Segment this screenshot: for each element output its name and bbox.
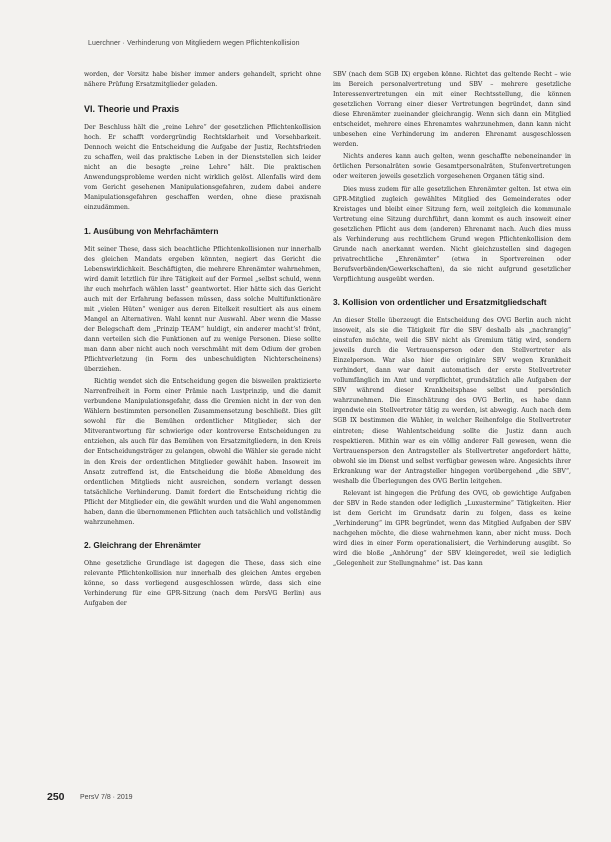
subsection-2-paragraph-1: Ohne gesetzliche Grundlage ist dagegen die These, dass sich eine relevante Pflichtenkollision nur innerhalb des gleichen Amtes ergeben könne, so dass vorliegend ausgeschlossen würde, dass sich eine Verhinderung für eine GPR-Sitzung (nach dem PersVG Berlin) aus Aufgaben der (84, 559, 321, 608)
continued-paragraph-3: Dies muss zudem für alle gesetzlichen Ehrenämter gelten. Ist etwa ein GPR-Mitglied zugleich gewähltes Mitglied des Gemeinderates oder Kreistages und bleibt einer Sitzung fern, weil zeitgleich die kommunale Vertretung eine Sitzung durchführt, dann kommt es auch insoweit einer gesetzlichen Pflicht aus dem (anderen) Ehrenamt nach. Auch dies muss als Verhinderung aus rechtlichem Grund wegen Pflichtenkollision dem Grunde nach anerkannt werden. Nicht gleichzustellen sind dagegen privatrechtliche „Ehrenämter“ (etwa in Sportvereinen oder Berufsverbänden/Gewerkschaften), da sie nicht aufgrund gesetzlicher Verpflichtung ausgeübt werden. (333, 185, 571, 283)
intro-paragraph: worden, der Vorsitz habe bisher immer anders gehandelt, spricht ohne nähere Prüfung Ersatzmitglieder geladen. (84, 71, 321, 89)
subsection-3-paragraph-2: Relevant ist hingegen die Prüfung des OVG, ob gewichtige Aufgaben der SBV in Rede standen oder lediglich „Luxustermine“ Tätigkeiten. Hier ist dem Gericht im Grundsatz darin zu folgen, dass es keine „Verhinderung“ im GPR begründet, wenn das Mitglied Aufgaben der SBV nachgehen möchte, die diese wahrnehmen kann, aber nicht muss. Doch wird dies in einer Form operationalisiert, die Verhinderung ausgibt. So wird die bloße „Anhörung“ der SBV kleingeredet, weil sie lediglich „Gelegenheit zur Stellungnahme“ ist. Das kann (333, 489, 571, 568)
subsection-3-heading: 3. Kollision von ordentlicher und Ersatzmitgliedschaft (333, 296, 547, 307)
continued-paragraph-1: SBV (nach dem SGB IX) ergeben könne. Richtet das geltende Recht – wie im Bereich personalvertretung und SBV – mehrere gesetzliche Interessenvertretungen ein mit einer Rechtsstellung, die können gesetzlichen Vorrang einer dieser Vertretungen begründet, dann sind diese Ehrenämter zueinander gleichrangig. Wenn sich dann ein Mitglied entscheidet, mehrere eines Ehrenamtes wahrzunehmen, dann kann nicht unbesehen eine Verhinderung im anderen Ehrenamt ausgeschlossen werden. (333, 71, 571, 149)
left-column (84, 70, 321, 611)
page-number: 250 (47, 791, 65, 803)
subsection-1-paragraph-2: Richtig wendet sich die Entscheidung gegen die bisweilen praktizierte Narrenfreiheit in Form einer Prämie nach Lustprinzip, und die damit verbundene Manipulationsgefahr, dass die Gremien nicht in der von den Wählern bestimmten personellen Zusammensetzung beschließt. Dies gilt sowohl für die Bemühen ordentlicher Mitglieder, sich der Mitverantwortung für schwierige oder kontroverse Entscheidungen zu entziehen, als auch für das Bemühen von Ersatzmitgliedern, in den Kreis der Entscheidungsträger zu gelangen, obwohl die Wähler sie gerade nicht in den Kreis der ordentlichen Mitglieder gewählt haben. Insoweit im Ansatz zutreffend ist, die Entscheidung die bloße Abmeldung des ordentlichen Mitglieds nicht ausreichen, sondern verlangt dessen tatsächliche Verhinderung. Damit fordert die Entscheidung richtig die Pflicht der Mitglieder ein, die gewählt wurden und die Wahl angenommen haben, dann die übernommenen Pflichten auch tatsächlich und vollständig wahrzunehmen. (84, 378, 321, 526)
running-head: Luerchner · Verhinderung von Mitgliedern wegen Pflichtenkollision (88, 40, 300, 47)
subsection-2-heading: 2. Gleichrang der Ehrenämter (84, 539, 201, 550)
section-vi-paragraph: Der Beschluss hält die „reine Lehre“ der gesetzlichen Pflichtenkollision hoch. Er schafft vordergründig Rechtsklarheit und Vorsehbarkeit. Dennoch weicht die Entscheidung die Aufgabe der Justiz, Rechtsfrieden zu schaffen, weil das praktische Leben in der Dienststellen sich leider nicht an die besagte „reine Lehre“ hält. Die praktischen Anwendungsprobleme werden nicht wirklich gelöst. Allenfalls wird dem vom Gericht gesehenen Manipulationsgefahren, zudem dabei andere Manipulationsgefahren geschaffen werden, ohne diese praxisnah einzudämmen. (84, 124, 321, 212)
section-vi-heading: VI. Theorie und Praxis (84, 104, 180, 115)
subsection-1-paragraph-1: Mit seiner These, dass sich beachtliche Pflichtenkollisionen nur innerhalb des gleichen Mandats ergeben könnten, negiert das Gericht die Lebenswirklichkeit. Beschäftigten, die mehrere Ehrenämter wahrnehmen, wird damit letztlich für ihre Tätigkeit auf der Formel „selbst schuld, wenn ihr euch mehrfach wählen lasst“ geantwortet. Hier hätte sich das Gericht auch mit der Erfahrung befassen müssen, dass solche Multifunktionäre mit „vielen Hüten“ weniger aus deren Eitelkeit resultiert als aus einem Mangel an Alternativen. Wahl kennt nur Auswahl. Aber wenn die Masse der Belegschaft dem „Prinzip TEAM“ huldigt, ein anderer macht’s! frönt, dann verteilen sich die Funktionen auf zu wenige Personen. Diese sollte man dann aber nicht auch noch verschmäht mit dem Odium der groben Pflichtverletzung (in Form des unbeschuldigten Nichterscheinens) überziehen. (84, 245, 321, 374)
journal-citation: PersV 7/8 · 2019 (80, 794, 133, 801)
subsection-3-paragraph-1: An dieser Stelle überzeugt die Entscheidung des OVG Berlin auch nicht insoweit, als sie die Tätigkeit für die SBV deshalb als „nachrangig“ einstufen möchte, weil die SBV nicht als Gremium tätig wird, sondern jeweils durch die Vertrauensperson oder den Stellvertreter als Einzelperson. War also hier die originäre SBV wegen Krankheit verhindert, dann war damit automatisch der erste Stellvertreter vollumfänglich im Amt und verpflichtet, grundsätzlich alle Aufgaben der SBV während dieser Krankheitsphase selbst und persönlich wahrzunehmen. Die Einschätzung des OVG Berlin, es habe dann irgendwie ein Stellvertreter tätig zu werden, ist abwegig. Auch nach dem SGB IX bestimmen die Wähler, in welcher Reihenfolge die Stellvertreter eintreten; diese Wahlentscheidung sollte die Justiz dann auch respektieren. Mithin war es ein völlig anderer Fall gewesen, wenn die Vertrauensperson den Antragsteller als Stellvertreter angefordert hätte, obwohl sie im Dienst und selbst verfügbar gewesen wäre. Angesichts ihrer Erkrankung war der Antragsteller hingegen vorübergehend „die SBV“, weshalb die Überlegungen des OVG Berlin leitgehen. (333, 316, 571, 485)
subsection-1-heading: 1. Ausübung von Mehrfachämtern (84, 225, 219, 236)
continued-paragraph-2: Nichts anderes kann auch gelten, wenn geschaffte nebeneinander in örtlichen Personalräten sowie Gesamtpersonalräten, Stufenvertretungen oder weiteren jeweils gesetzlich vorgesehenen Organen tätig sind. (333, 153, 571, 181)
right-column (333, 70, 571, 571)
